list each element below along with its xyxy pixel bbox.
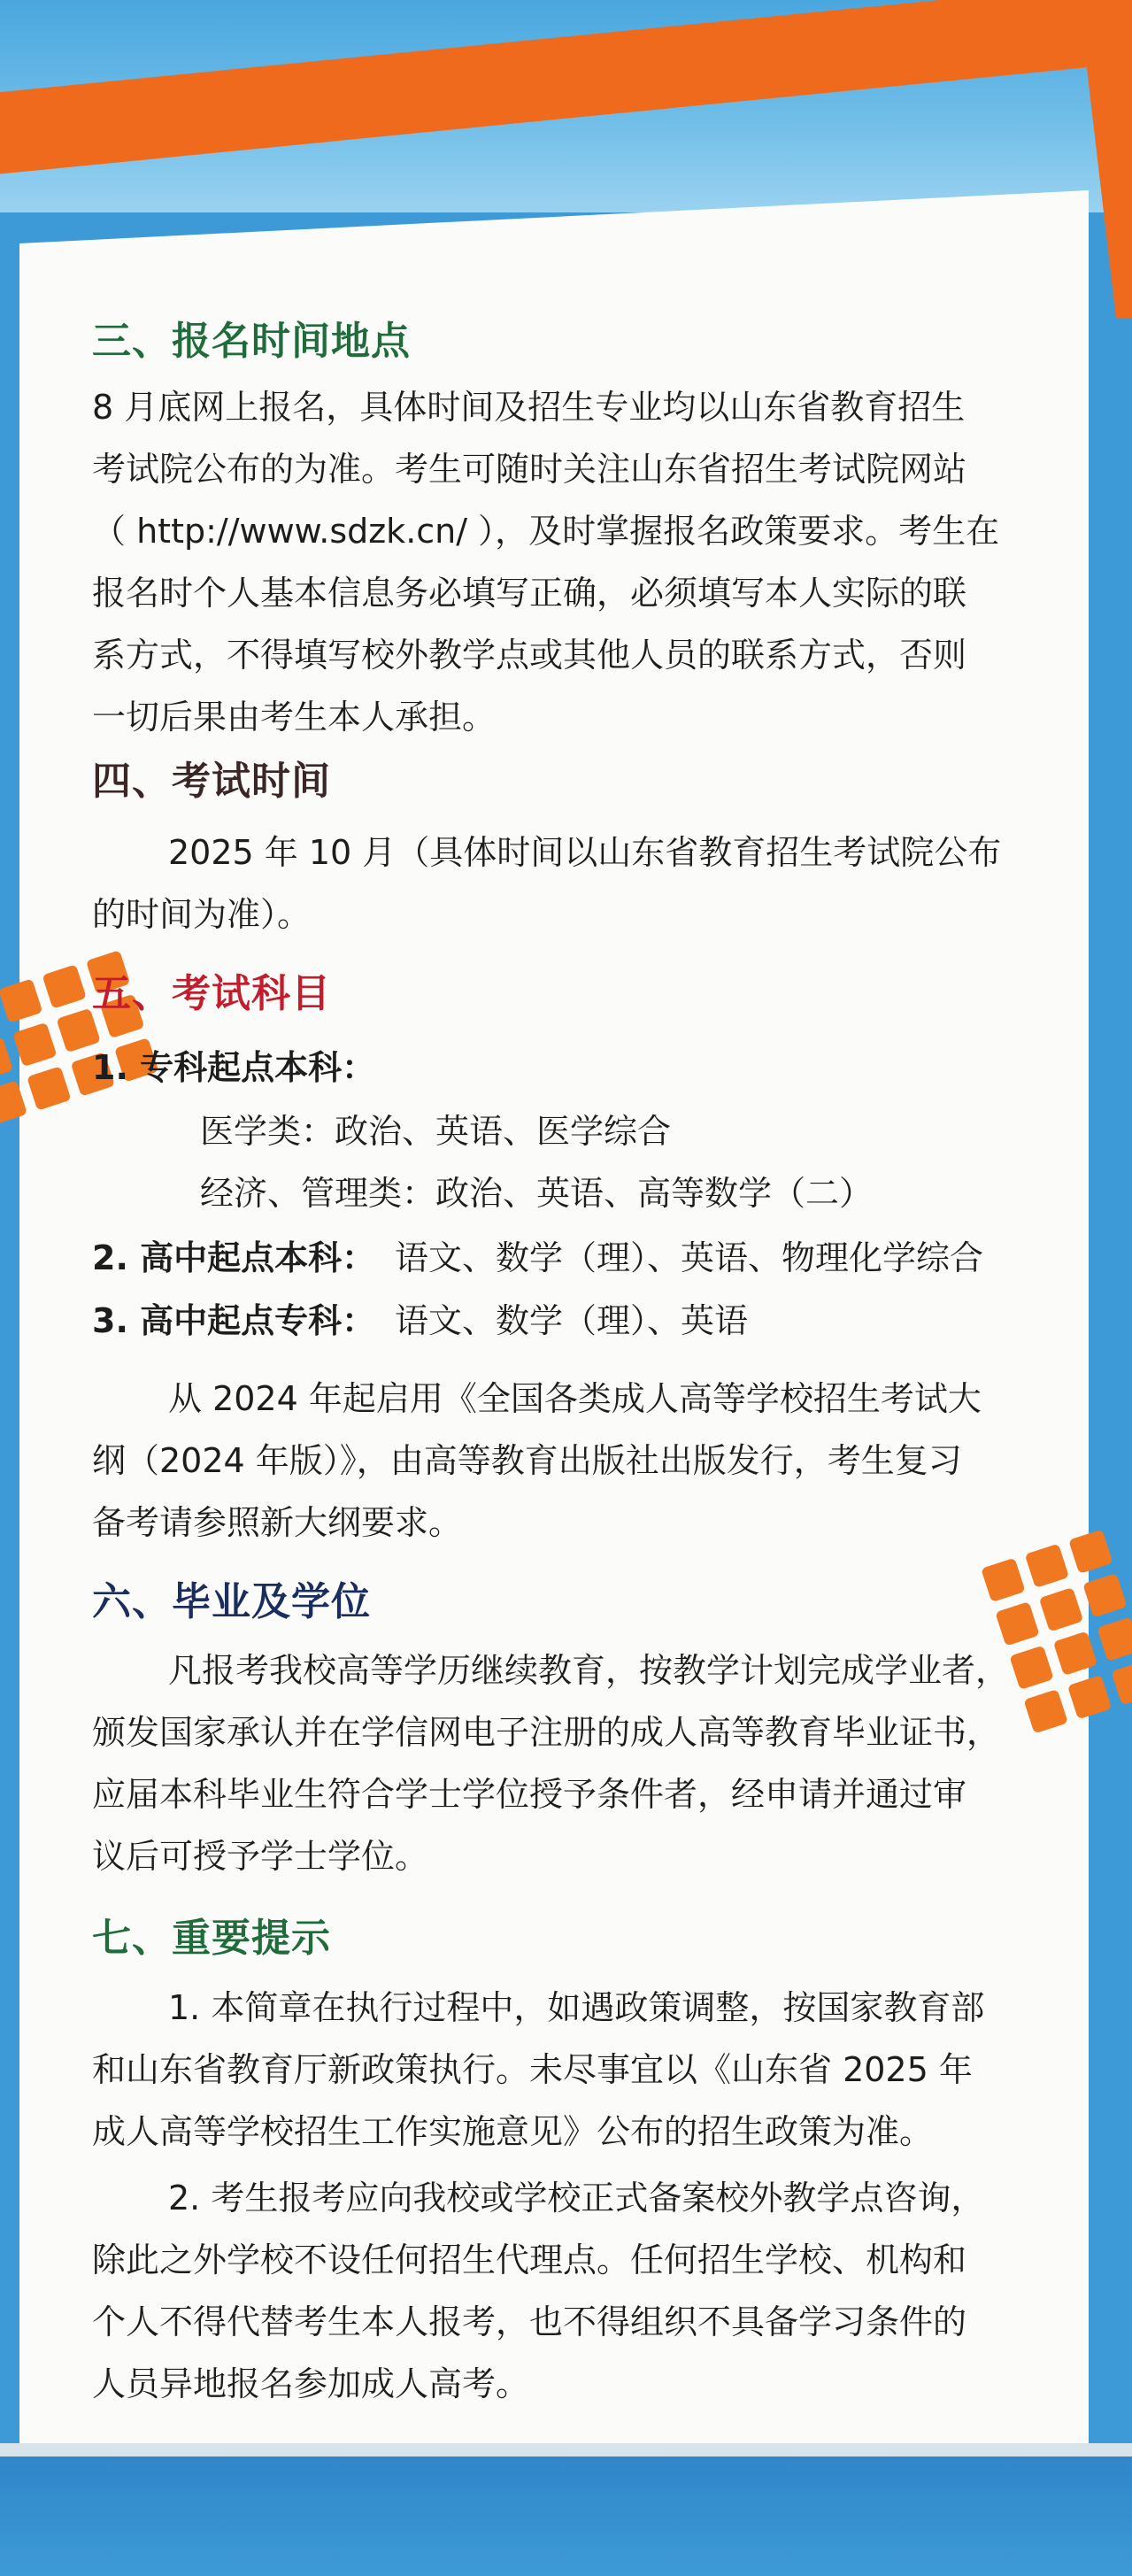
text-line: 纲（2024 年版）》，由高等教育出版社出版发行，考生复习 bbox=[92, 1441, 962, 1480]
text-line: 成人高等学校招生工作实施意见》公布的招生政策为准。 bbox=[92, 2112, 934, 2151]
text-line: 的时间为准）。 bbox=[92, 895, 312, 934]
text-line: 一切后果由考生本人承担。 bbox=[92, 698, 497, 737]
tile bbox=[1097, 1616, 1132, 1661]
tile bbox=[1111, 1661, 1132, 1705]
section-5-body bbox=[92, 1368, 1059, 1554]
exam-item-1-medical: 医学类：政治、英语、医学综合 bbox=[200, 1112, 672, 1151]
text-line: 备考请参照新大纲要求。 bbox=[92, 1503, 463, 1542]
tile bbox=[1053, 1631, 1097, 1676]
tile bbox=[0, 978, 42, 1022]
text-line: 报名时个人基本信息务必填写正确，必须填写本人实际的联 bbox=[92, 574, 967, 613]
exam-item-3-title: 3. 高中起点专科： bbox=[92, 1301, 376, 1340]
exam-item-3-subjects: 语文、数学（理）、英语 bbox=[395, 1301, 749, 1340]
section-4-heading: 四、考试时间 bbox=[92, 759, 331, 804]
tile bbox=[0, 1037, 13, 1081]
text-line: 8 月底网上报名，具体时间及招生专业均以山东省教育招生 bbox=[92, 388, 966, 427]
exam-item-2-subjects: 语文、数学（理）、英语、物理化学综合 bbox=[395, 1238, 984, 1277]
section-4-body bbox=[92, 821, 1059, 945]
section-7-note-1 bbox=[92, 1977, 1059, 2163]
section-7-note-2 bbox=[92, 2167, 1059, 2415]
exam-item-1-title: 1. 专科起点本科： bbox=[92, 1048, 376, 1087]
tile bbox=[1067, 1675, 1112, 1719]
section-6-body bbox=[92, 1639, 1059, 1887]
text-line: 应届本科毕业生符合学士学位授予条件者，经申请并通过审 bbox=[92, 1775, 967, 1814]
text-line: 从 2024 年起启用《全国各类成人高等学校招生考试大 bbox=[168, 1379, 982, 1418]
text-line: 2025 年 10 月（具体时间以山东省教育招生考试院公布 bbox=[168, 833, 1002, 872]
section-3-heading: 三、报名时间地点 bbox=[92, 319, 411, 364]
text-line: 个人不得代替考生本人报考，也不得组织不具备学习条件的 bbox=[92, 2302, 967, 2341]
text-line: 除此之外学校不设任何招生代理点。任何招生学校、机构和 bbox=[92, 2241, 967, 2279]
section-7-heading: 七、重要提示 bbox=[92, 1916, 331, 1961]
text-line: 考试院公布的为准。考生可随时关注山东省招生考试院网站 bbox=[92, 450, 967, 489]
text-line: 人员异地报名参加成人高考。 bbox=[92, 2364, 530, 2403]
tile bbox=[12, 1022, 57, 1067]
tile bbox=[1039, 1587, 1083, 1631]
text-line: 凡报考我校高等学历继续教育，按教学计划完成学业者， bbox=[168, 1651, 1010, 1690]
text-line: 2. 考生报考应向我校或学校正式备案校外教学点咨询， bbox=[168, 2179, 985, 2217]
text-line: 系方式，不得填写校外教学点或其他人员的联系方式，否则 bbox=[92, 636, 967, 675]
text-line: 颁发国家承认并在学信网电子注册的成人高等教育毕业证书， bbox=[92, 1713, 1001, 1752]
text-line: 议后可授予学士学位。 bbox=[92, 1837, 429, 1876]
section-6-heading: 六、毕业及学位 bbox=[92, 1579, 371, 1624]
section-3-body bbox=[92, 376, 1059, 748]
text-line: 1. 本简章在执行过程中，如遇政策调整，按国家教育部 bbox=[168, 1988, 985, 2027]
tile bbox=[1082, 1573, 1127, 1617]
text-line: 和山东省教育厅新政策执行。未尽事宜以《山东省 2025 年 bbox=[92, 2050, 973, 2089]
exam-item-2-title: 2. 高中起点本科： bbox=[92, 1238, 376, 1277]
exam-item-1-economics: 经济、管理类：政治、英语、高等数学（二） bbox=[200, 1174, 874, 1213]
section-5-heading: 五、考试科目 bbox=[92, 971, 331, 1016]
text-line: （ http://www.sdzk.cn/ ），及时掌握报名政策要求。考生在 bbox=[92, 512, 1000, 551]
bottom-decorative-band bbox=[0, 2456, 1132, 2576]
